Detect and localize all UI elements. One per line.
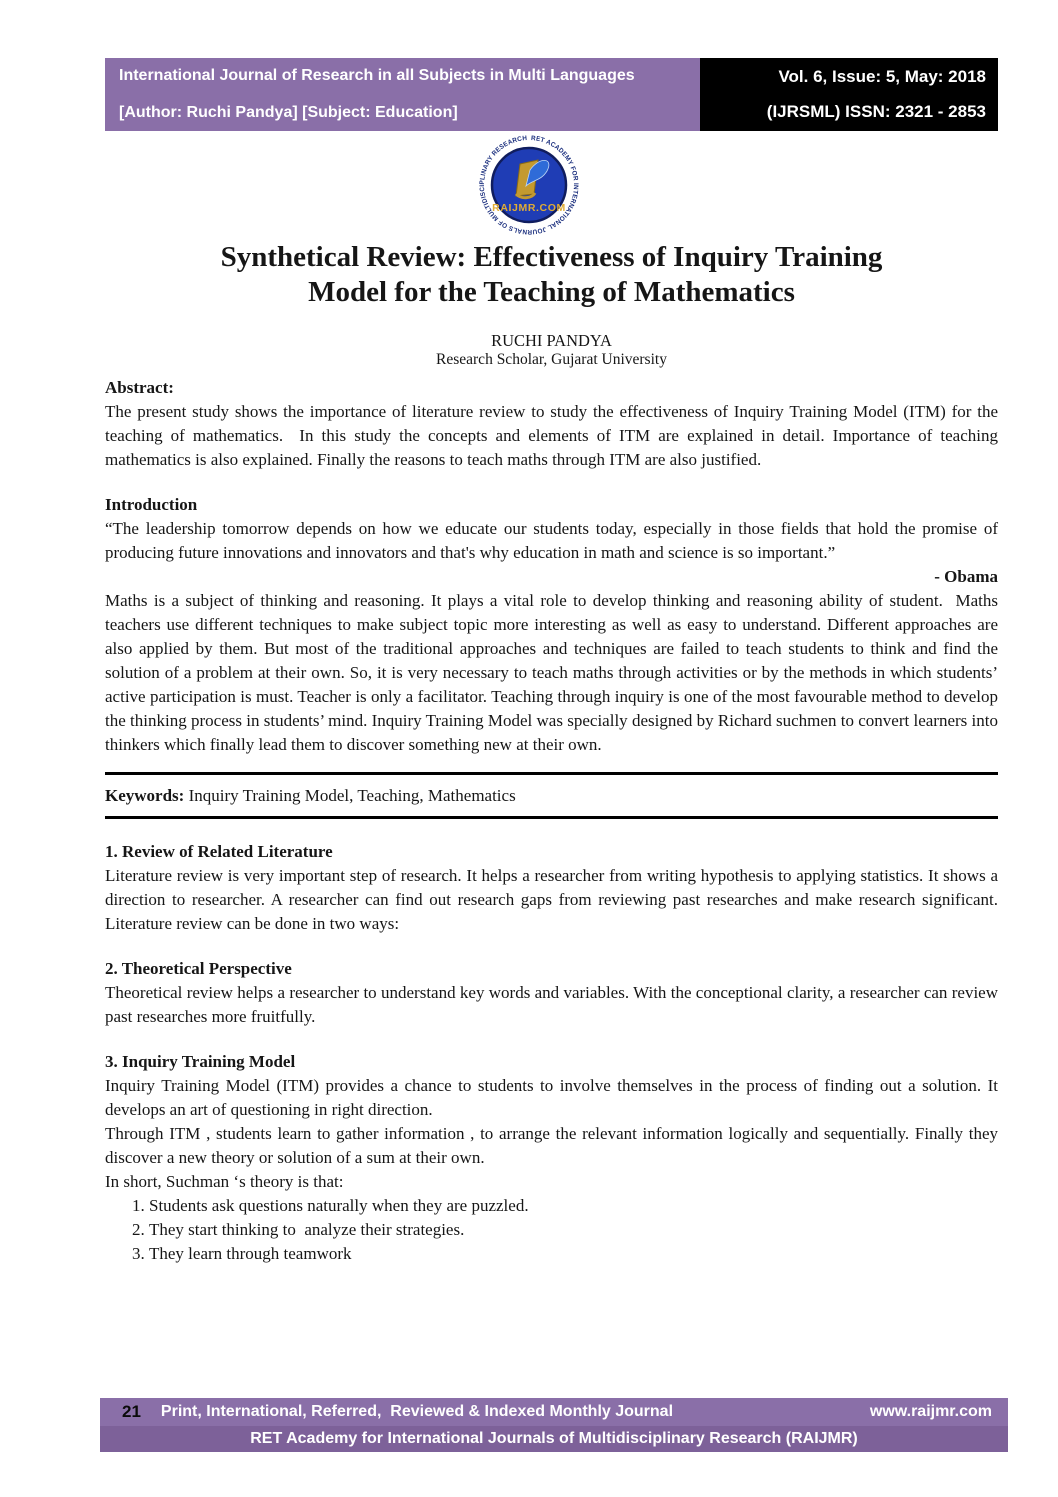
introduction-heading: Introduction: [105, 495, 198, 514]
section-3-heading: 3. Inquiry Training Model: [105, 1052, 296, 1071]
journal-title: International Journal of Research in all Subjects in Multi Languages: [119, 67, 635, 84]
author-block: [105, 331, 998, 369]
footer-website: www.raijmr.com: [869, 1403, 992, 1420]
keywords-rule-bottom: [105, 816, 998, 819]
author-name: RUCHI PANDYA: [491, 331, 612, 350]
abstract-heading: Abstract:: [105, 378, 174, 397]
journal-volume-issue: Vol. 6, Issue: 5, May: 2018: [778, 67, 986, 86]
article-title: [105, 240, 998, 310]
list-item: 3. They learn through teamwork: [149, 1242, 998, 1266]
author-affiliation: Research Scholar, Gujarat University: [436, 351, 667, 368]
raijmr-logo-icon: [462, 132, 596, 238]
section-3-paragraph-3: In short, Suchman ‘s theory is that:: [105, 1172, 344, 1191]
introduction-quote: “The leadership tomorrow depends on how we educate our students today, especially in those fields that hold the promise of producing future innovations and innovators and that's why education in math and science is so important.”: [105, 519, 998, 562]
journal-logo: [0, 132, 1058, 243]
article-title-line2: Model for the Teaching of Mathematics: [308, 276, 795, 308]
list-item: 1. Students ask questions naturally when they are puzzled.: [149, 1194, 998, 1218]
journal-author-subject: [Author: Ruchi Pandya] [Subject: Education]: [119, 104, 458, 121]
section-2-heading: 2. Theoretical Perspective: [105, 959, 292, 978]
article-content: [105, 240, 998, 1266]
journal-header-left: [105, 58, 700, 131]
page-footer: [100, 1398, 1008, 1452]
logo-ring-text: RET ACADEMY FOR INTERNATIONAL JOURNALS OF MULTIDISCIPLINARY RESEARCH: [478, 134, 580, 236]
quote-attribution: - Obama: [934, 567, 998, 586]
keywords-row: [105, 775, 998, 816]
journal-header: [105, 58, 998, 131]
section-2-paragraph: Theoretical review helps a researcher to understand key words and variables. With the conceptional clarity, a researcher can review past researches more fruitfully.: [105, 983, 998, 1026]
section-1-heading: 1. Review of Related Literature: [105, 842, 333, 861]
footer-journal-info: Print, International, Referred, Reviewed & Indexed Monthly Journal: [160, 1403, 674, 1420]
article-body: [105, 376, 998, 1266]
journal-header-right: [700, 58, 998, 131]
footer-row-1: [100, 1398, 1008, 1426]
section-3-paragraph-2: Through ITM , students learn to gather information , to arrange the relevant information logically and sequentially. Finally they discover a new theory or solution of a sum at their own.: [105, 1124, 998, 1167]
list-item: 2. They start thinking to analyze their strategies.: [149, 1218, 998, 1242]
abstract-text: The present study shows the importance of literature review to study the effectiveness of Inquiry Training Model (ITM) for the teaching of mathematics. In this study the concepts and elements of ITM are explained in detail. Importance of teaching mathematics is also explained. Finally the reasons to teach maths through ITM are also justified.: [105, 402, 998, 469]
keywords-text: Inquiry Training Model, Teaching, Mathematics: [184, 786, 516, 805]
page-number: 21: [122, 1402, 141, 1421]
journal-issn: (IJRSML) ISSN: 2321 - 2853: [766, 102, 986, 121]
section-1-paragraph: Literature review is very important step of research. It helps a researcher from writing hypothesis to applying statistics. It shows a direction to researcher. A researcher can find out research gaps from reviewing past researches and make research significant. Literature review can be done in two ways:: [105, 866, 998, 933]
section-3-paragraph-1: Inquiry Training Model (ITM) provides a chance to students to involve themselves in the process of finding out a solution. It develops an art of questioning in right direction.: [105, 1076, 998, 1119]
article-title-line1: Synthetical Review: Effectiveness of Inquiry Training: [220, 241, 883, 273]
suchman-theory-list: [105, 1194, 998, 1266]
keywords-label: Keywords:: [105, 786, 185, 805]
introduction-paragraph: Maths is a subject of thinking and reasoning. It plays a vital role to develop thinking and reasoning ability of student. Maths teachers use different techniques to make subject topic more interesting as well as easy to understand. Different approaches are also applied by them. But most of the traditional approaches and techniques are failed to teach students to think and find the solution of a problem at their own. So, it is very necessary to teach maths through activities or by the methods in which students’ active participation is must. Teacher is only a facilitator. Teaching through inquiry is one of the most favourable method to develop the thinking process in students’ mind. Inquiry Training Model was specially designed by Richard suchmen to convert learners into thinkers which finally lead them to discover something new at their own.: [105, 591, 998, 754]
logo-center-text: RAIJMR.COM: [492, 202, 566, 214]
footer-row-2: RET Academy for International Journals of Multidisciplinary Research (RAIJMR): [100, 1426, 1008, 1452]
